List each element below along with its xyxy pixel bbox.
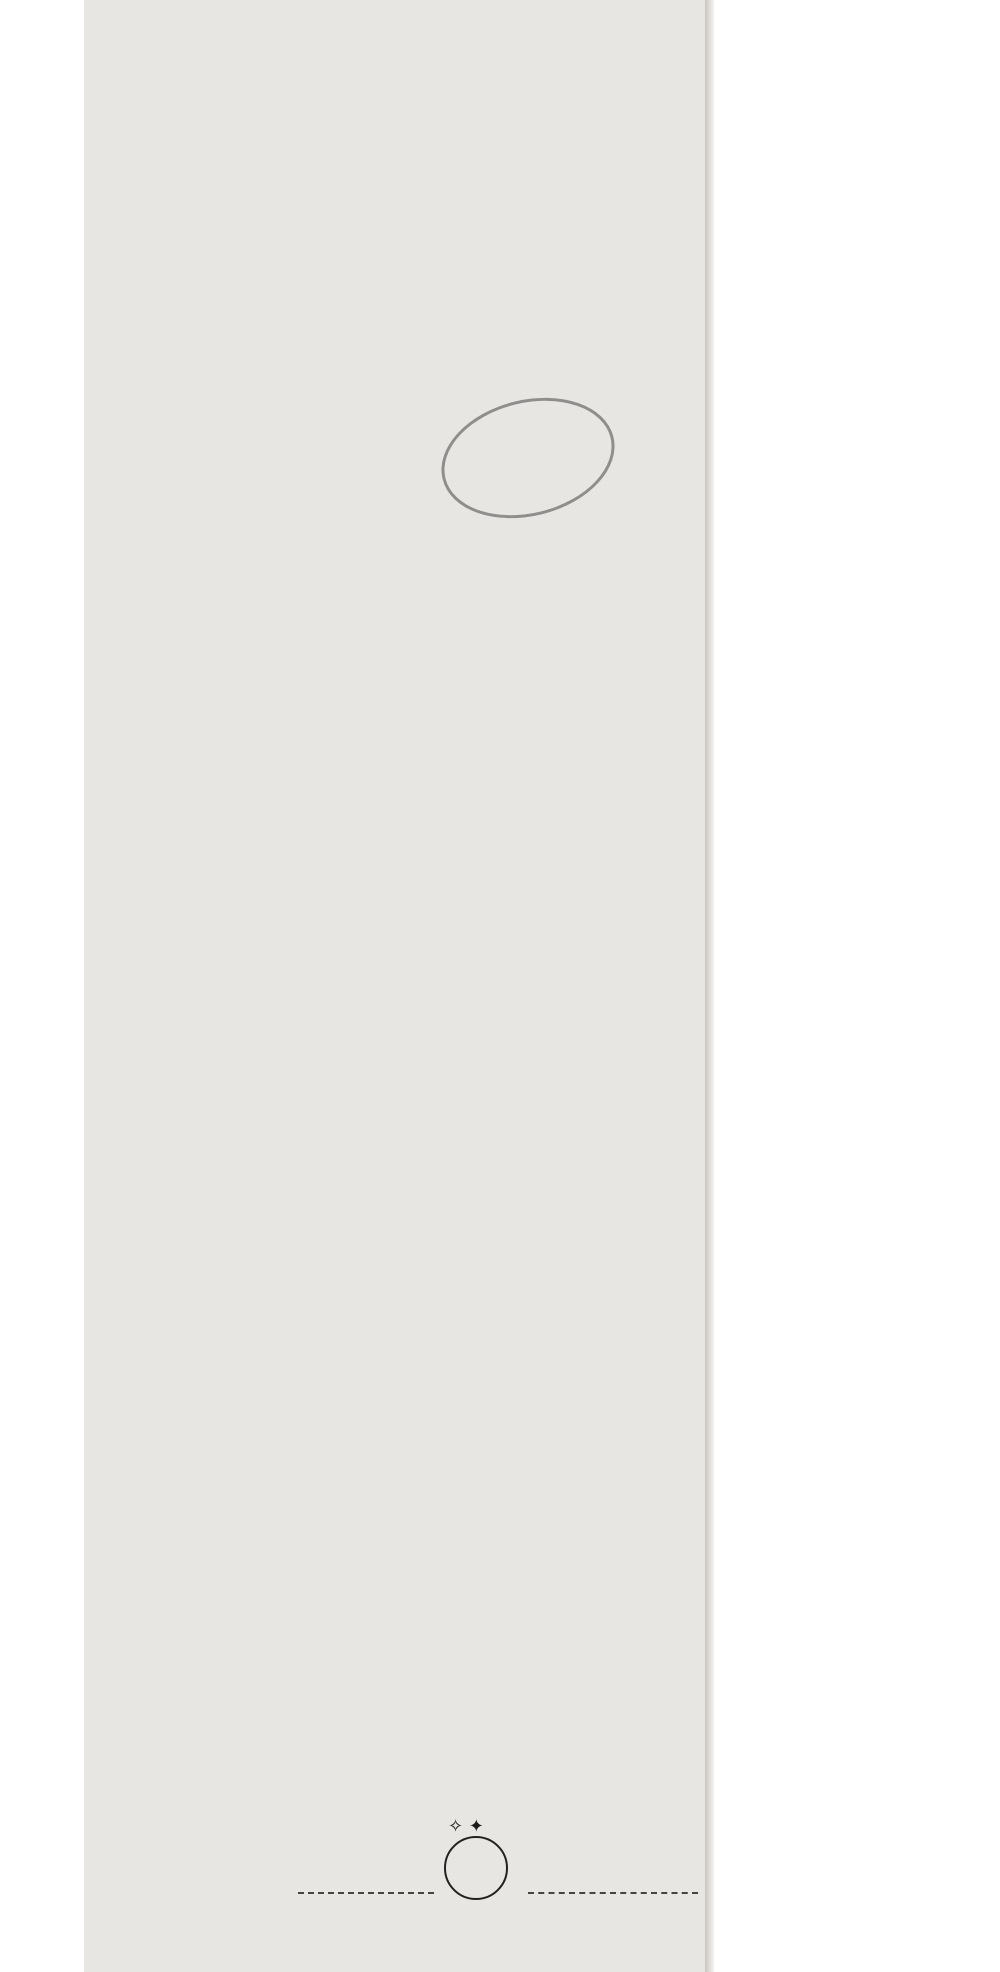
footer-dashes-right [528,1892,698,1894]
page-number [444,1836,508,1900]
answer-content [112,128,702,208]
answer-item-2 [112,166,702,197]
page-footer [298,1816,718,1900]
footer-dashes-left [298,1892,434,1894]
scanned-page [84,0,714,1972]
star-decoration-icon: ✧ ✦ [448,1816,484,1837]
answer-item-1 [112,134,702,166]
site-watermark [836,1900,986,1964]
page-edge-shadow [705,0,714,1972]
